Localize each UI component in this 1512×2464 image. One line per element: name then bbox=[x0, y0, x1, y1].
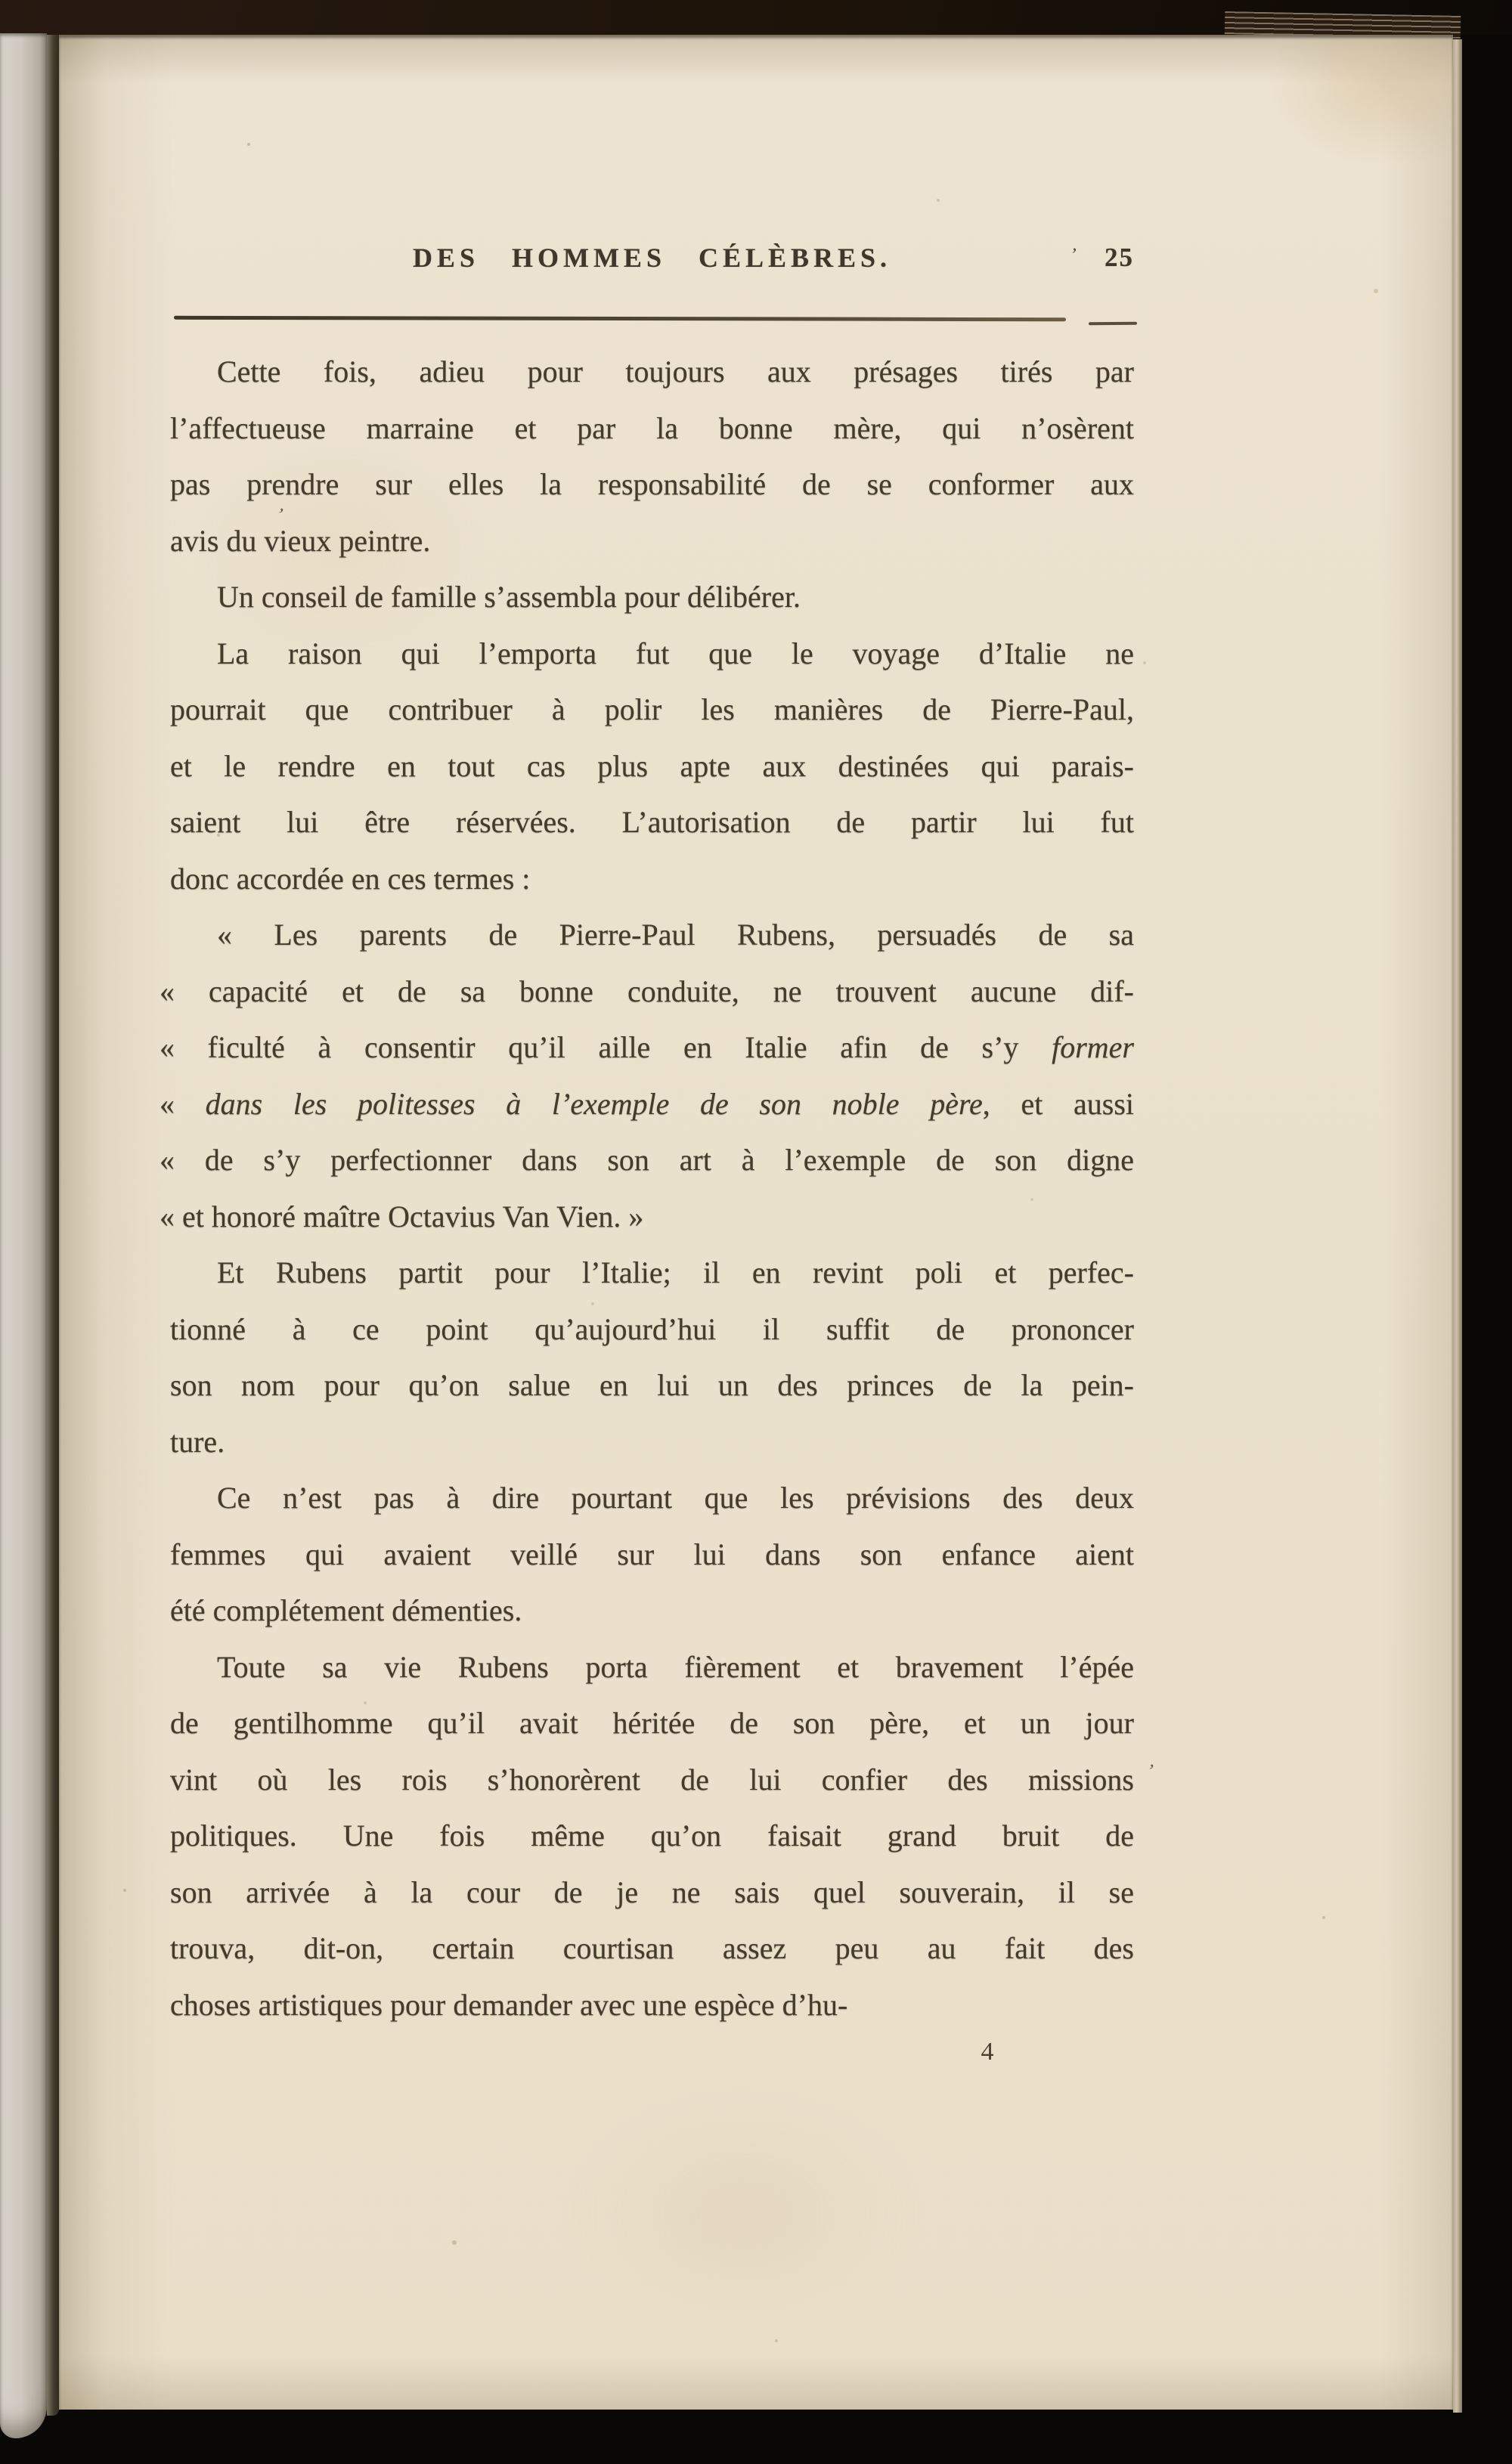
text-line bbox=[170, 1357, 1134, 1414]
text-run: Toute sa vie Rubens porta fièrement et bravement l’épée bbox=[217, 1649, 1134, 1684]
text-line bbox=[170, 1808, 1134, 1865]
signature-mark: 4 bbox=[981, 2038, 994, 2066]
text-run: saient lui être réservées. L’autorisation de partir lui fut bbox=[170, 805, 1134, 839]
text-line bbox=[170, 1921, 1134, 1977]
text-line bbox=[160, 1189, 1134, 1246]
ink-artifact: ’ bbox=[1069, 244, 1079, 266]
text-run: « de s’y perfectionner dans son art à l’exemple de son digne bbox=[160, 1143, 1134, 1177]
text-line bbox=[170, 1695, 1134, 1752]
text-run: Ce n’est pas à dire pourtant que les prévisions des deux bbox=[217, 1481, 1134, 1515]
ink-artifact: ’ bbox=[274, 504, 287, 526]
text-run: donc accordée en ces termes : bbox=[170, 861, 531, 896]
text-line bbox=[170, 513, 1134, 570]
text-line bbox=[170, 1302, 1134, 1358]
text-line bbox=[170, 1414, 1134, 1471]
text-line bbox=[170, 457, 1134, 513]
text-run: « ficulté à consentir qu’il aille en Italie afin de s’y bbox=[160, 1030, 1052, 1064]
text-line bbox=[160, 1076, 1134, 1133]
text-line bbox=[170, 569, 1134, 626]
text-run: ture. bbox=[170, 1424, 225, 1459]
text-line bbox=[170, 1977, 1134, 2034]
text-run: La raison qui l’emporta fut que le voyage d’Italie ne bbox=[217, 636, 1134, 670]
book-page bbox=[59, 35, 1453, 2410]
text-line bbox=[170, 1752, 1134, 1809]
text-line bbox=[170, 907, 1134, 964]
text-line bbox=[160, 964, 1134, 1020]
text-run: de gentilhomme qu’il avait héritée de son père, et un jour bbox=[170, 1706, 1134, 1740]
text-run: Un conseil de famille s’assembla pour délibérer. bbox=[217, 580, 801, 614]
text-run: son arrivée à la cour de je ne sais quel souverain, il se bbox=[170, 1874, 1134, 1909]
text-run: dans les politesses à l’exemple de son noble père bbox=[205, 1086, 983, 1121]
text-run: vint où les rois s’honorèrent de lui confier des missions bbox=[170, 1762, 1134, 1797]
paper-specks bbox=[59, 36, 60, 38]
text-run: Cette fois, adieu pour toujours aux présages tirés par bbox=[217, 354, 1134, 388]
text-run: pourrait que contribuer à polir les manières de Pierre-Paul, bbox=[170, 692, 1134, 726]
text-run: trouva, dit-on, certain courtisan assez peu au fait des bbox=[170, 1931, 1134, 1965]
text-line bbox=[170, 626, 1134, 683]
text-run: politiques. Une fois même qu’on faisait grand bruit de bbox=[170, 1819, 1134, 1853]
page-number: 25 bbox=[1105, 243, 1134, 272]
running-title: DES HOMMES CÉLÈBRES. bbox=[412, 243, 892, 273]
text-run: Et Rubens partit pour l’Italie; il en revint poli et perfec- bbox=[217, 1255, 1134, 1289]
text-run: , et aussi bbox=[982, 1086, 1134, 1121]
text-run: et le rendre en tout cas plus apte aux destinées qui parais- bbox=[170, 748, 1134, 783]
header-rule-end bbox=[1089, 322, 1137, 325]
header-rule bbox=[174, 316, 1066, 321]
text-line bbox=[160, 1020, 1134, 1076]
under-page-edge bbox=[1453, 39, 1462, 2413]
text-run: « bbox=[160, 1086, 206, 1121]
text-line bbox=[170, 851, 1134, 908]
text-line bbox=[170, 1865, 1134, 1921]
running-header bbox=[170, 240, 1134, 280]
text-run: « capacité et de sa bonne conduite, ne trouvent aucune dif- bbox=[160, 974, 1134, 1008]
text-line bbox=[170, 1639, 1134, 1696]
text-run: son nom pour qu’on salue en lui un des princes de la pein- bbox=[170, 1368, 1134, 1402]
text-run: « et honoré maître Octavius Van Vien. » bbox=[160, 1199, 644, 1234]
text-line bbox=[170, 1470, 1134, 1527]
text-run: été complétement démenties. bbox=[170, 1593, 522, 1627]
text-line bbox=[170, 1245, 1134, 1302]
text-run: tionné à ce point qu’aujourd’hui il suffit de prononcer bbox=[170, 1311, 1134, 1346]
text-line bbox=[170, 401, 1134, 457]
facing-page-edge bbox=[0, 33, 47, 2438]
text-line bbox=[170, 682, 1134, 738]
text-line bbox=[160, 1132, 1134, 1189]
gutter-shadow bbox=[47, 35, 59, 2416]
text-line bbox=[170, 1527, 1134, 1583]
text-run: « Les parents de Pierre-Paul Rubens, persuadés de sa bbox=[217, 918, 1134, 952]
text-run: pas prendre sur elles la responsabilité de se conformer aux bbox=[170, 467, 1134, 501]
text-run: avis du vieux peintre. bbox=[170, 523, 431, 558]
ink-artifact: ’ bbox=[1145, 1760, 1156, 1782]
text-run: femmes qui avaient veillé sur lui dans son enfance aient bbox=[170, 1537, 1134, 1571]
text-run: choses artistiques pour demander avec une espèce d’hu- bbox=[170, 1987, 848, 2022]
text-line bbox=[170, 1583, 1134, 1639]
text-line bbox=[170, 738, 1134, 795]
text-line bbox=[170, 794, 1134, 851]
text-block bbox=[160, 344, 1134, 2033]
text-run: former bbox=[1052, 1030, 1134, 1064]
text-run: l’affectueuse marraine et par la bonne mère, qui n’osèrent bbox=[170, 410, 1134, 445]
text-line bbox=[170, 344, 1134, 401]
